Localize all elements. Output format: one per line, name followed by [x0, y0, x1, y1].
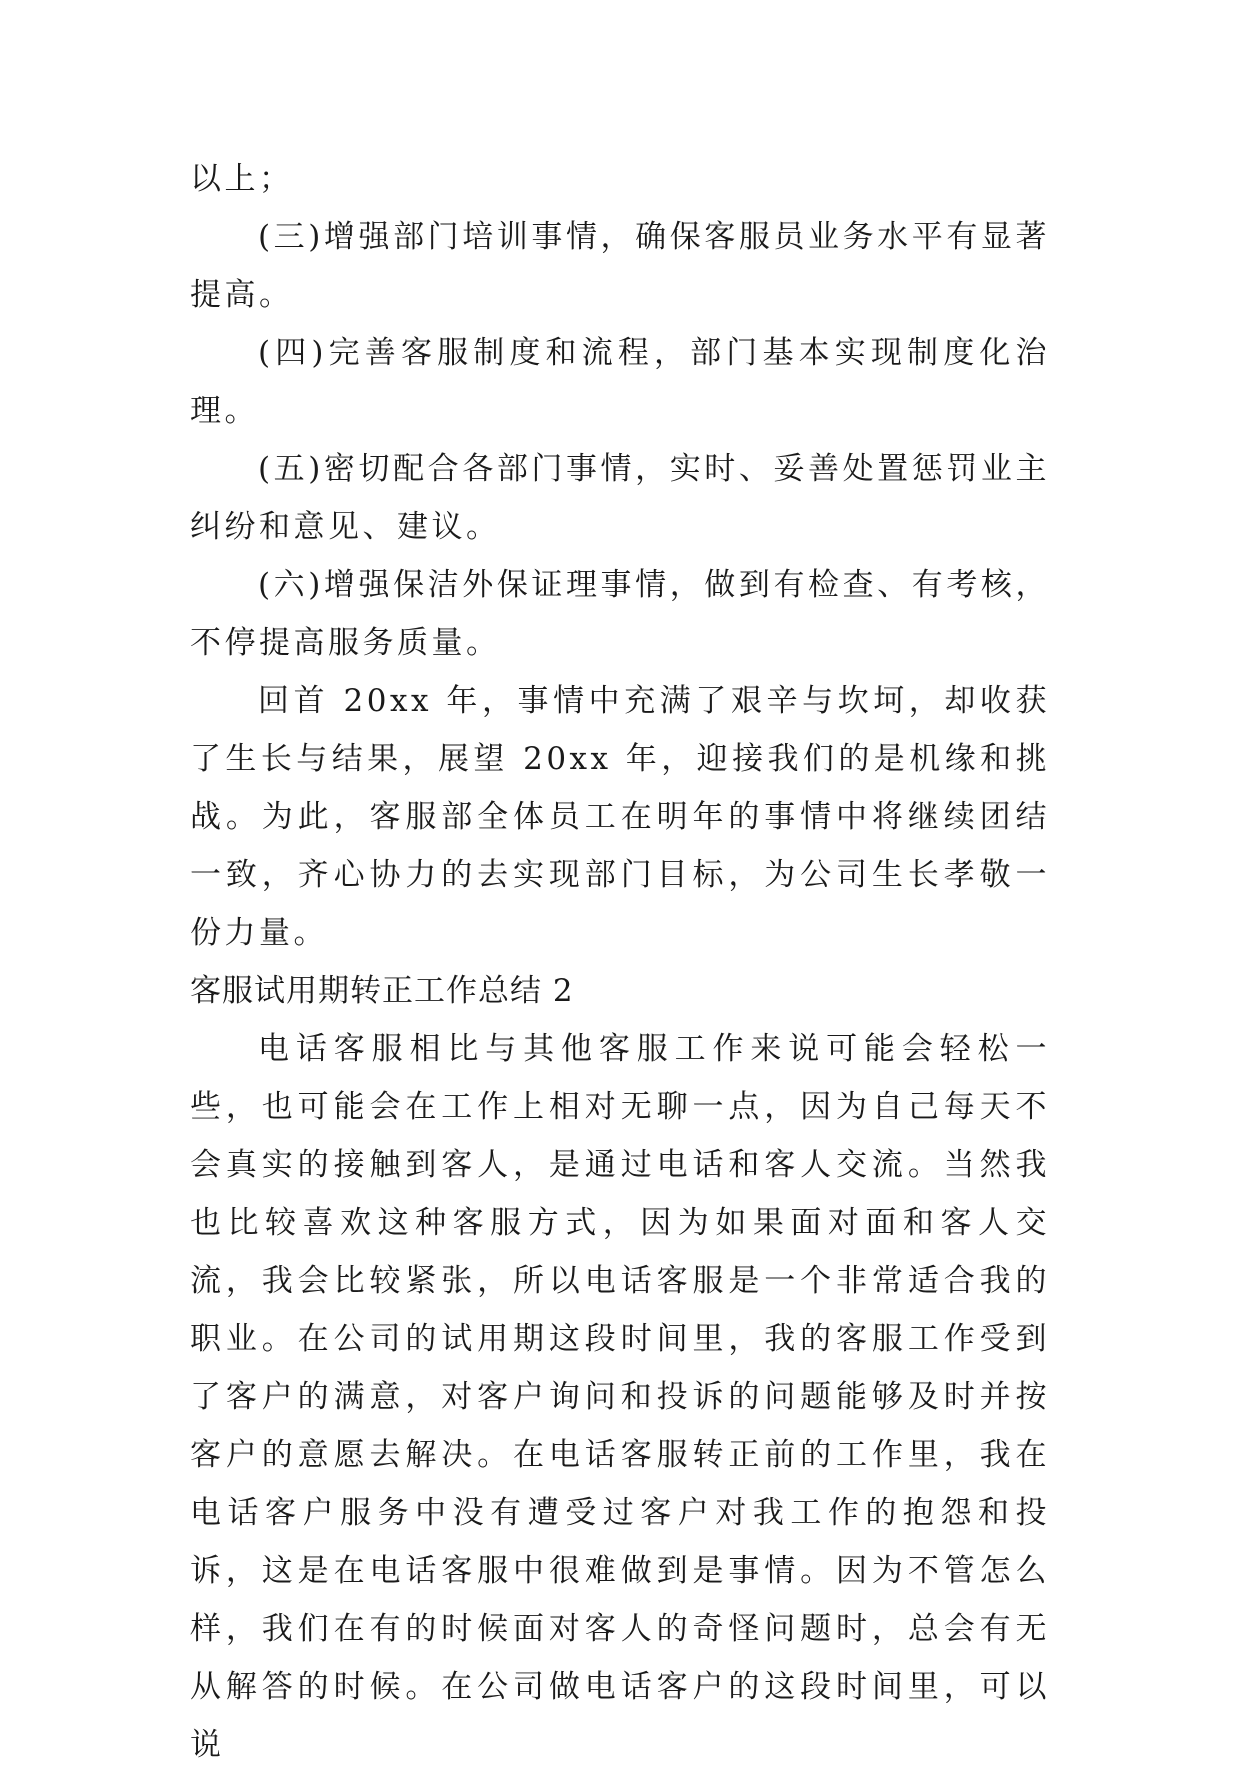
- paragraph-item-3: (三)增强部门培训事情，确保客服员业务水平有显著提高。: [190, 219, 1050, 313]
- paragraph-continuation: 以上；: [190, 161, 294, 197]
- section-heading: 客服试用期转正工作总结 2: [190, 973, 574, 1009]
- paragraph-review: 回首 20xx 年，事情中充满了艰辛与坎坷，却收获了生长与结果，展望 20xx 年，迎接我们的是机缘和挑战。为此，客服部全体员工在明年的事情中将继续团结一致，齐心协力的去实现部门目标，为公司生长孝敬一份力量。: [190, 683, 1050, 951]
- paragraph-item-5: (五)密切配合各部门事情，实时、妥善处置惩罚业主纠纷和意见、建议。: [190, 451, 1050, 545]
- paragraph-item-6: (六)增强保洁外保证理事情，做到有检查、有考核，不停提高服务质量。: [190, 567, 1050, 661]
- document-body: [190, 150, 1050, 1774]
- paragraph-item-4: (四)完善客服制度和流程，部门基本实现制度化治理。: [190, 335, 1050, 429]
- paragraph-body: 电话客服相比与其他客服工作来说可能会轻松一些，也可能会在工作上相对无聊一点，因为自己每天不会真实的接触到客人，是通过电话和客人交流。当然我也比较喜欢这种客服方式，因为如果面对面和客人交流，我会比较紧张，所以电话客服是一个非常适合我的职业。在公司的试用期这段时间里，我的客服工作受到了客户的满意，对客户询问和投诉的问题能够及时并按客户的意愿去解决。在电话客服转正前的工作里，我在电话客户服务中没有遭受过客户对我工作的抱怨和投诉，这是在电话客服中很难做到是事情。因为不管怎么样，我们在有的时候面对客人的奇怪问题时，总会有无从解答的时候。在公司做电话客户的这段时间里，可以说: [190, 1031, 1050, 1763]
